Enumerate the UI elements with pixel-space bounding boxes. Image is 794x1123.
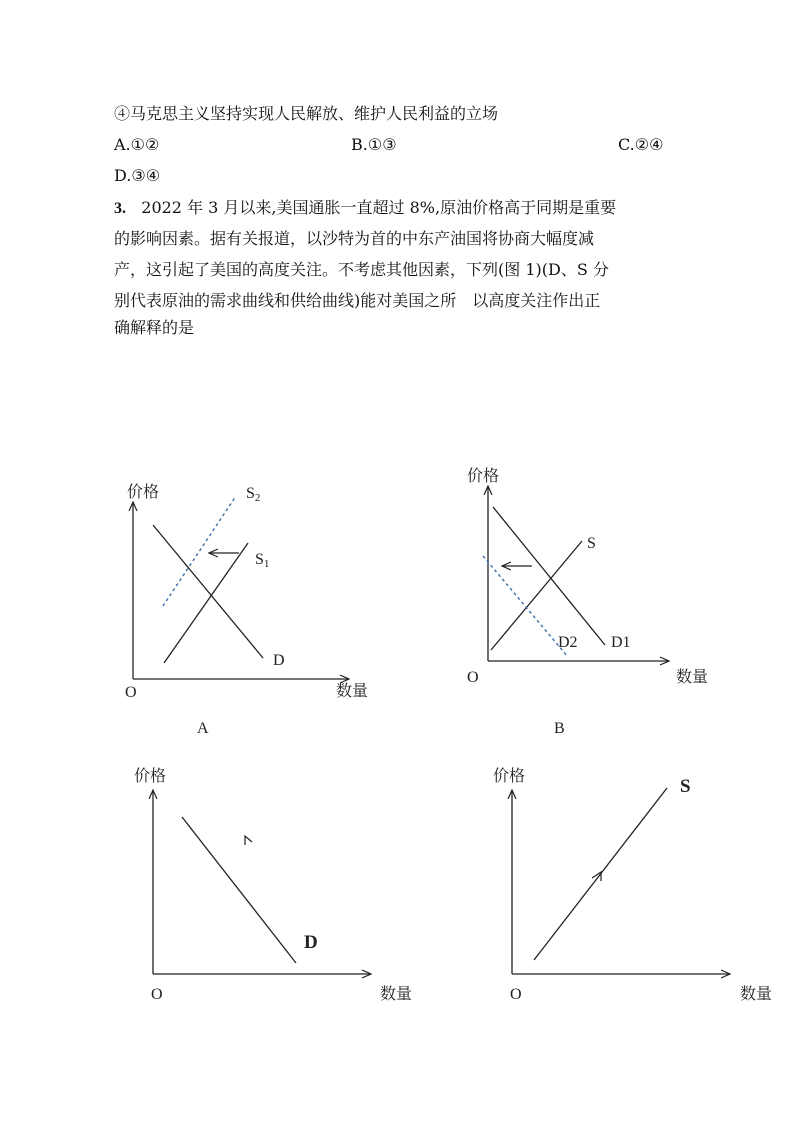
question-line-5: 确解释的是 xyxy=(114,318,195,337)
graph-c-direction-arrow xyxy=(245,836,252,845)
answer-choice-c[interactable]: C.②④ xyxy=(618,135,664,154)
graph-a-caption: A xyxy=(197,720,209,737)
graph-c-d-curve xyxy=(182,817,296,963)
graph-d xyxy=(493,766,772,1003)
graph-c xyxy=(134,766,412,1003)
graph-a-s1-sub: 1 xyxy=(263,558,270,570)
question-number: 3. xyxy=(114,200,126,217)
graph-c-d-label: D xyxy=(304,932,318,953)
graph-a-y-label: 价格 xyxy=(127,482,160,501)
graph-b-d2-curve xyxy=(483,556,568,657)
answer-choice-a[interactable]: A.①② xyxy=(114,135,160,154)
answer-choice-d[interactable]: D.③④ xyxy=(114,166,161,185)
question-line-4: 别代表原油的需求曲线和供给曲线)能对美国之所 以高度关注作出正 xyxy=(114,291,601,310)
graph-c-x-label: 数量 xyxy=(380,984,413,1003)
answer-choice-b[interactable]: B.①③ xyxy=(351,135,397,154)
option-item-4: ④马克思主义坚持实现人民解放、维护人民利益的立场 xyxy=(114,104,499,123)
graph-c-y-label: 价格 xyxy=(134,766,167,785)
graph-b-x-label: 数量 xyxy=(676,667,709,686)
graph-b-d2-label: D2 xyxy=(558,634,578,651)
graph-a-origin: O xyxy=(125,684,137,701)
graph-a-x-label: 数量 xyxy=(336,681,369,700)
graph-c-origin: O xyxy=(151,986,163,1003)
graph-a-d-label: D xyxy=(273,652,285,669)
graph-b-s-label: S xyxy=(587,535,596,552)
graph-a-s2-sub: 2 xyxy=(254,492,261,504)
graph-d-s-label: S xyxy=(680,776,691,797)
graph-b-y-label: 价格 xyxy=(467,466,500,485)
graph-d-origin: O xyxy=(510,986,522,1003)
question-line-3: 产，这引起了美国的高度关注。不考虑其他因素，下列(图 1)(D、S 分 xyxy=(114,260,609,279)
graph-a-s1-letter: S xyxy=(255,551,264,568)
question-text-1: 2022 年 3 月以来,美国通胀一直超过 8%,原油价格高于同期是重要 xyxy=(141,198,617,217)
graph-a xyxy=(125,482,368,737)
graph-a-s2-letter: S xyxy=(246,485,255,502)
graph-b-caption: B xyxy=(554,720,565,737)
graph-a-s1-curve xyxy=(164,543,248,663)
graph-b-d1-label: D1 xyxy=(611,634,631,651)
question-line-2: 的影响因素。据有关报道，以沙特为首的中东产油国将协商大幅度减 xyxy=(114,229,595,248)
graph-d-y-label: 价格 xyxy=(493,766,526,785)
graph-b xyxy=(467,466,708,737)
graph-d-x-label: 数量 xyxy=(740,984,773,1003)
graph-a-s2-label xyxy=(246,485,260,504)
graph-a-s1-label xyxy=(255,551,269,570)
graph-b-d1-curve xyxy=(493,507,605,645)
graph-b-origin: O xyxy=(467,669,479,686)
